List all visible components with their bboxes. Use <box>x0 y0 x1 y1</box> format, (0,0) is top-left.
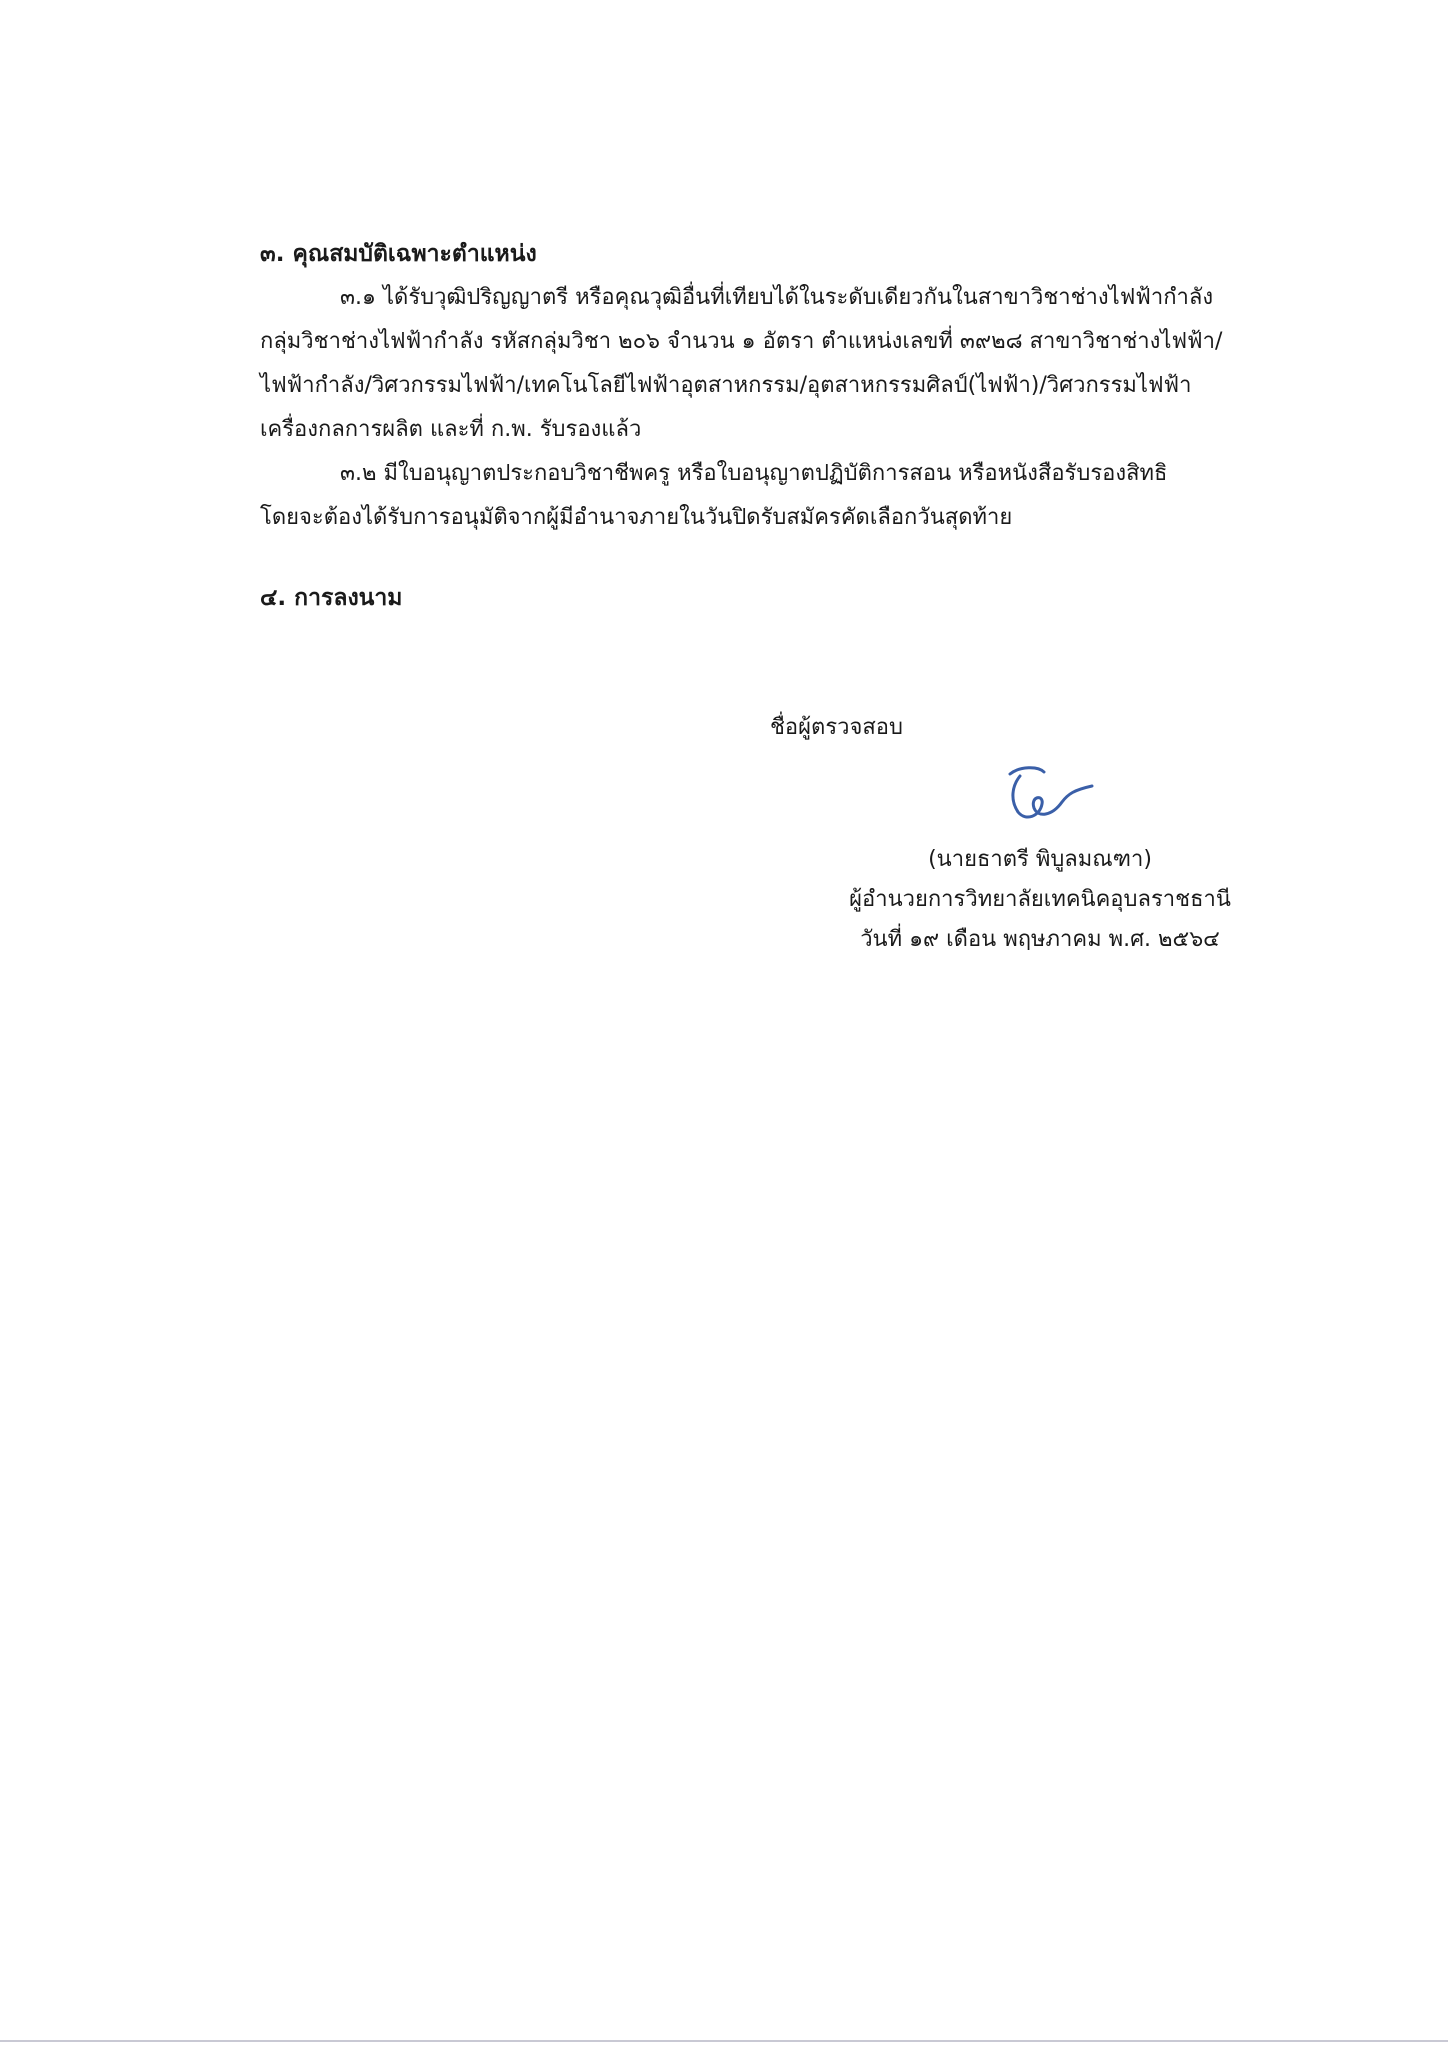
signature-date: วันที่ ๑๙ เดือน พฤษภาคม พ.ศ. ๒๕๖๔ <box>860 927 1220 952</box>
section-3-1-line-1: ๓.๑ ได้รับวุฒิปริญญาตรี หรือคุณวุฒิอื่นที่เทียบได้ในระดับเดียวกันในสาขาวิชาช่างไฟฟ้ากำลัง <box>340 285 1214 310</box>
handwritten-signature <box>1000 762 1100 828</box>
page-bottom-edge <box>0 2040 1448 2042</box>
signatory-name: (นายธาตรี พิบูลมณฑา) <box>928 847 1152 872</box>
section-3-1-line-4: เครื่องกลการผลิต และที่ ก.พ. รับรองแล้ว <box>260 417 642 442</box>
reviewer-label: ชื่อผู้ตรวจสอบ <box>770 715 903 740</box>
section-3-2-line-2: โดยจะต้องได้รับการอนุมัติจากผู้มีอำนาจภายในวันปิดรับสมัครคัดเลือกวันสุดท้าย <box>260 505 1013 530</box>
section-3-heading: ๓. คุณสมบัติเฉพาะตำแหน่ง <box>260 241 537 267</box>
section-3-1-line-2: กลุ่มวิชาช่างไฟฟ้ากำลัง รหัสกลุ่มวิชา ๒๐๖ จำนวน ๑ อัตรา ตำแหน่งเลขที่ ๓๙๒๘ สาขาวิชาช่างไฟฟ้า/ <box>260 329 1223 354</box>
section-4-heading: ๔. การลงนาม <box>260 585 403 611</box>
section-3-1-line-3: ไฟฟ้ากำลัง/วิศวกรรมไฟฟ้า/เทคโนโลยีไฟฟ้าอุตสาหกรรม/อุตสาหกรรมศิลป์(ไฟฟ้า)/วิศวกรรมไฟฟ้า <box>260 373 1192 398</box>
signature-block <box>820 840 1260 960</box>
signatory-position: ผู้อำนวยการวิทยาลัยเทคนิคอุบลราชธานี <box>849 887 1231 912</box>
section-3-2-line-1: ๓.๒ มีใบอนุญาตประกอบวิชาชีพครู หรือใบอนุญาตปฏิบัติการสอน หรือหนังสือรับรองสิทธิ <box>340 461 1168 486</box>
